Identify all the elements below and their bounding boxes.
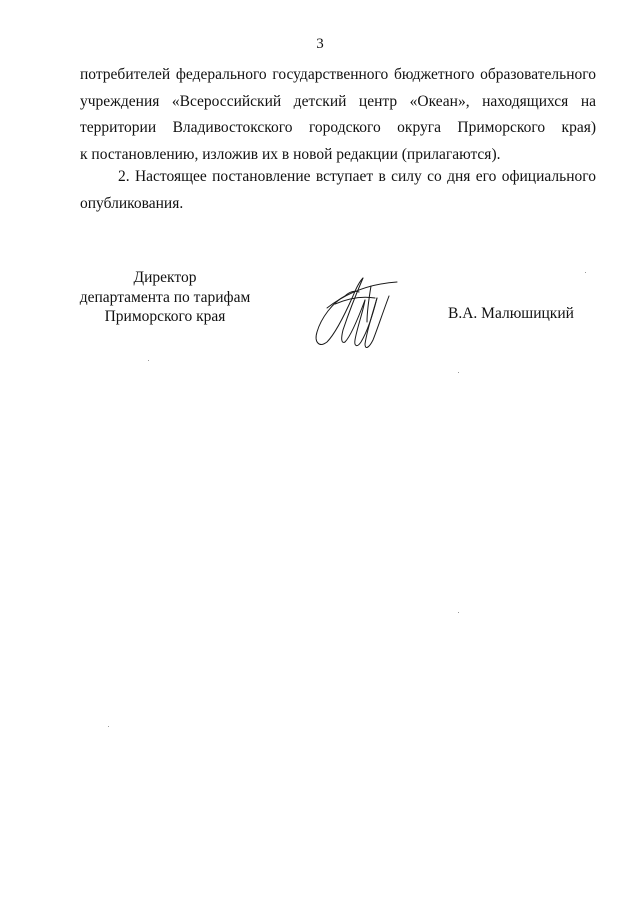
paragraph-1 — [80, 62, 596, 168]
paragraph-1-line-3: территории Владивостокского городского округа Приморского края) — [80, 119, 596, 136]
scan-speck — [585, 272, 586, 273]
signatory-position — [60, 268, 270, 327]
scan-speck — [108, 726, 109, 727]
handwritten-signature — [305, 268, 405, 358]
page-number: 3 — [316, 36, 324, 52]
paragraph-1-line-4: к постановлению, изложив их в новой редакции (прилагаются). — [80, 145, 501, 163]
paragraph-2-line-2: опубликования. — [80, 194, 184, 212]
paragraph-2-line-1: 2. Настоящее постановление вступает в силу со дня его официального — [118, 168, 596, 185]
paragraph-2 — [80, 164, 596, 217]
paragraph-1-line-2: учреждения «Всероссийский детский центр «Океан», находящихся на — [80, 92, 596, 110]
scan-speck — [458, 612, 459, 613]
signatory-position-line-2: департамента по тарифам — [79, 288, 251, 306]
signatory-position-line-3: Приморского края — [104, 308, 226, 325]
scan-speck — [458, 372, 459, 373]
signatory-name: В.А. Малюшицкий — [448, 305, 574, 322]
paragraph-1-line-1: потребителей федерального государственного бюджетного образовательного — [80, 66, 596, 83]
signatory-position-line-1: Директор — [133, 269, 197, 286]
scan-speck — [148, 360, 149, 361]
